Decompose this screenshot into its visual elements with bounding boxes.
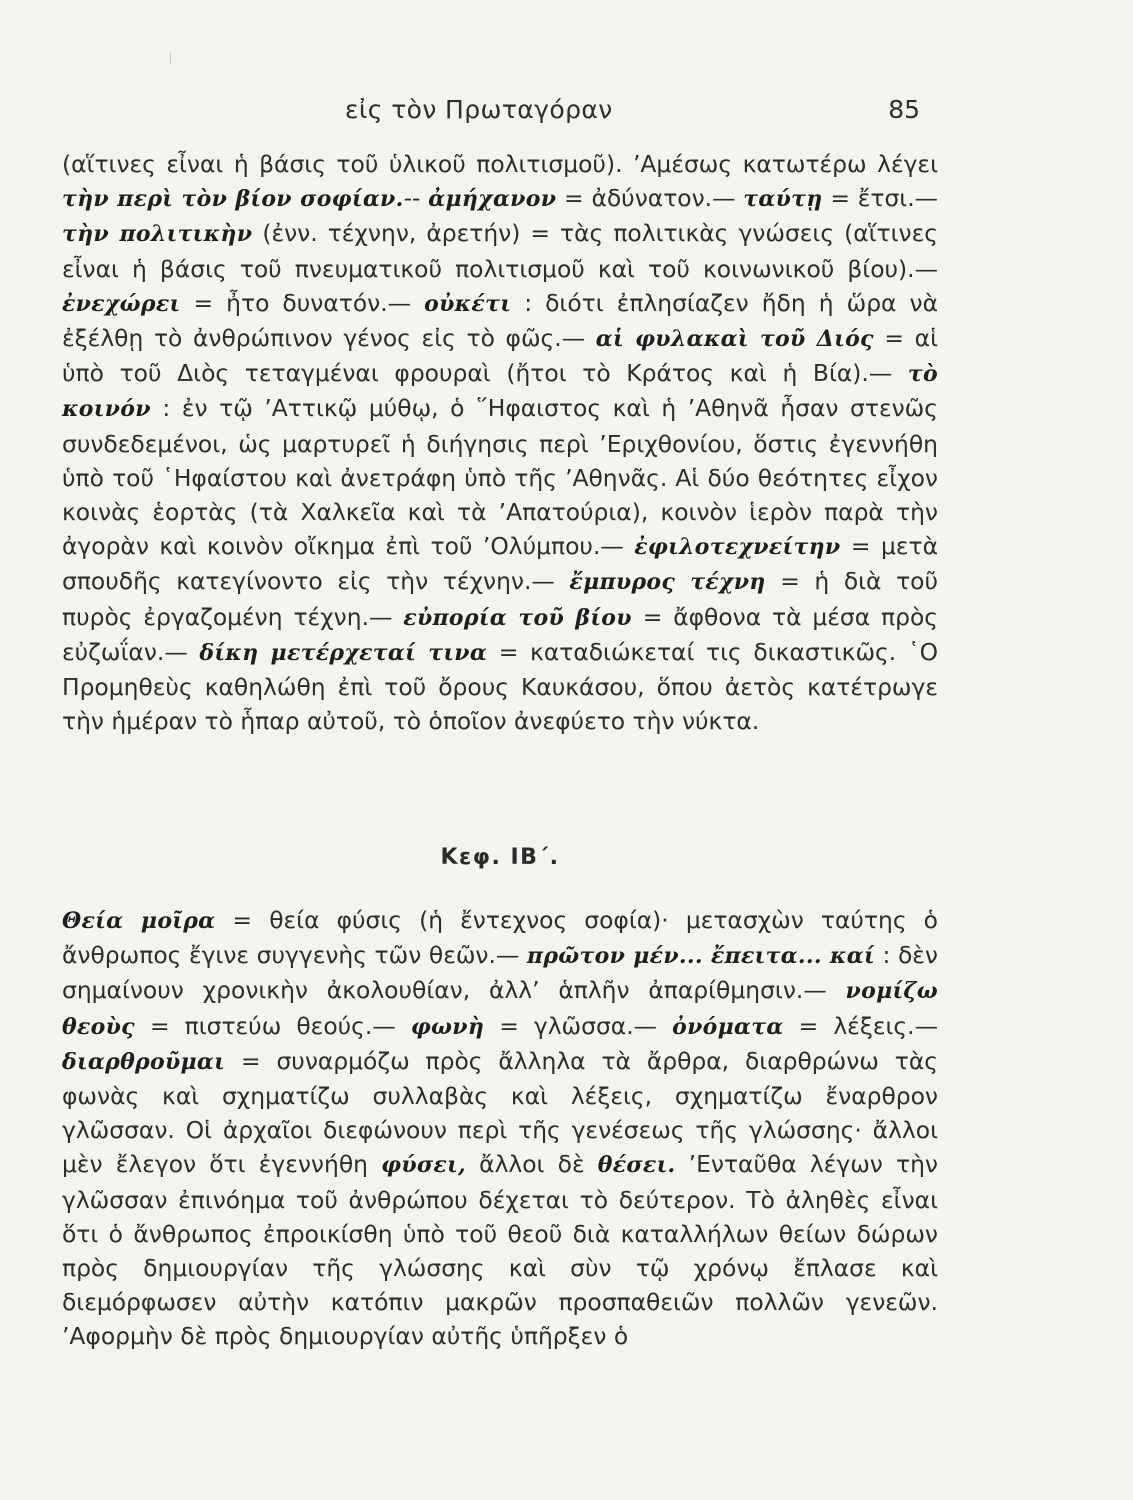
- page-number: 85: [888, 95, 920, 124]
- lemma-term: Θεία μοῖρα: [62, 908, 216, 934]
- lemma-term: ἐφιλοτεχνείτην: [634, 534, 841, 561]
- gloss-text: = συναρμόζω πρὸς ἄλληλα τὰ ἄρθρα, διαρθρώνω τὰς φωνὰς καὶ σχηματίζω συλλαβὰς καὶ λέξεις, σχηματίζω ἔναρθρον γλῶσσαν. Οἱ ἀρχαῖοι διεφώνουν περὶ τῆς γενέσεως τῆς γλώσσης· ἄλλοι μὲν ἔλεγον ὅτι ἐγεννήθη: [62, 1046, 938, 1179]
- lemma-term: ἔμπυρος τέχνη: [569, 569, 766, 596]
- lemma-term: οὐκέτι: [424, 290, 512, 317]
- lemma-term: τὴν πολιτικὴν: [62, 221, 253, 248]
- gloss-text: : ἐν τῷ ’Αττικῷ μύθῳ, ὁ ῞Ηφαιστος καὶ ἡ ’Αθηνᾶ ἦσαν στενῶς συνδεδεμένοι, ὡς μαρτυρεῖ ἡ διήγησις περὶ ’Εριχθονίου, ὅστις ἐγεννήθη ὑπὸ τοῦ ῾Ηφαίστου καὶ ἀνετράφη ὑπὸ τῆς ’Αθηνᾶς. Αἱ δύο θεότητες εἶχον κοινὰς ἑορτὰς (τὰ Χαλκεῖα καὶ τὰ ’Απατούρια), κοινὸν ἱερὸν παρὰ τὴν ἀγορὰν καὶ κοινὸν οἴκημα ἐπὶ τοῦ ’Ολύμπου.—: [62, 394, 938, 561]
- gloss-text: = ἀδύνατον.—: [556, 184, 744, 213]
- gloss-text: = λέξεις.—: [783, 1011, 938, 1040]
- lemma-term: τὸ κοινόν: [62, 361, 938, 423]
- commentary-paragraph-2: [62, 903, 938, 1354]
- gloss-text: = ἡ διὰ τοῦ πυρὸς ἐργαζομένη τέχνη.—: [62, 567, 939, 631]
- scan-speck: [170, 52, 171, 64]
- gloss-text: --: [403, 184, 429, 213]
- gloss-text: = ἔτσι.—: [822, 184, 939, 213]
- gloss-text: (αἵτινες εἶναι ἡ βάσις τοῦ ὑλικοῦ πολιτισμοῦ). ’Αμέσως κατωτέρω λέγει: [62, 150, 938, 178]
- lemma-term: νομίζω θεοὺς: [62, 978, 938, 1040]
- gloss-text: = θεία φύσις (ἡ ἔντεχνος σοφία)· μετασχὼν ταύτης ὁ ἄνθρωπος ἔγινε συγγενὴς τῶν θεῶν.—: [62, 906, 938, 970]
- gloss-text: = γλῶσσα.—: [484, 1011, 673, 1040]
- lemma-term: δίκη μετέρχεταί τινα: [199, 639, 488, 666]
- gloss-text: ’Ενταῦθα λέγων τὴν γλῶσσαν ἐπινόημα τοῦ ἀνθρώπου δέχεται τὸ δεύτερον. Τὸ ἀληθὲς εἶναι ὅτι ὁ ἄνθρωπος ἐπροικίσθη ὑπὸ τοῦ θεοῦ διὰ καταλλήλων θείων δώρων πρὸς δημιουργίαν τῆς γλώσσης καὶ σὺν τῷ χρόνῳ ἔπλασε καὶ διεμόρφωσεν αὐτὴν κατόπιν μακρῶν προσπαθειῶν πολλῶν γενεῶν. ’Αφορμὴν δὲ πρὸς δημιουργίαν αὐτῆς ὑπῆρξεν ὁ: [62, 1150, 938, 1351]
- gloss-text: : δὲν σημαίνουν χρονικὴν ἀκολουθίαν, ἀλλ’ ἁπλῆν ἀπαρίθμησιν.—: [62, 941, 938, 1005]
- lemma-term: διαρθροῦμαι: [62, 1048, 226, 1075]
- lemma-term: ταύτῃ: [743, 186, 823, 213]
- gloss-text: = μετὰ σπουδῆς κατεγίνοντο εἰς τὴν τέχνην.—: [62, 532, 938, 596]
- lemma-term: εὐπορία τοῦ βίου: [403, 604, 632, 631]
- gloss-text: = ἦτο δυνατόν.—: [180, 288, 425, 317]
- lemma-term: τὴν περὶ τὸν βίον σοφίαν.: [62, 186, 404, 213]
- gloss-text: = αἱ ὑπὸ τοῦ Διὸς τεταγμέναι φρουραὶ (ἤτοι τὸ Κράτος καὶ ἡ Βία).—: [62, 324, 938, 388]
- gloss-text: = πιστεύω θεούς.—: [134, 1011, 411, 1040]
- lemma-term: φύσει,: [381, 1152, 466, 1179]
- commentary-block-1: [62, 147, 938, 738]
- lemma-term: αἱ φυλακαὶ τοῦ Διός: [595, 326, 874, 353]
- lemma-term: πρῶτον μέν... ἔπειτα... καί: [526, 943, 875, 970]
- chapter-heading: Κεφ. ΙΒ΄.: [440, 845, 560, 870]
- lemma-term: ἐνεχώρει: [62, 290, 181, 317]
- gloss-text: = ἄφθονα τὰ μέσα πρὸς εὐζωΐαν.—: [62, 602, 938, 666]
- gloss-text: = καταδιώκεταί τις δικαστικῶς. ῾Ο Προμηθεὺς καθηλώθη ἐπὶ τοῦ ὄρους Καυκάσου, ὅπου ἀετὸς κατέτρωγε τὴν ἡμέραν τὸ ἧπαρ αὐτοῦ, τὸ ὁποῖον ἀνεφύετο τὴν νύκτα.: [62, 637, 938, 736]
- lemma-term: φωνὴ: [410, 1013, 485, 1040]
- gloss-text: : διότι ἐπλησίαζεν ἤδη ἡ ὥρα νὰ ἐξέλθῃ τὸ ἀνθρώπινον γένος εἰς τὸ φῶς.—: [62, 288, 938, 353]
- lemma-term: ὀνόματα: [672, 1013, 784, 1040]
- commentary-paragraph-1: [62, 147, 938, 738]
- page-header: [60, 95, 920, 135]
- gloss-text: ἄλλοι δὲ: [465, 1150, 598, 1179]
- gloss-text: (ἐνν. τέχνην, ἀρετήν) = τὰς πολιτικὰς γνώσεις (αἵτινες εἶναι ἡ βάσις τοῦ πνευματικοῦ πολιτισμοῦ καὶ τοῦ κοινωνικοῦ βίου).—: [62, 219, 938, 283]
- running-title: εἰς τὸν Πρωταγόραν: [345, 95, 613, 124]
- lemma-term: ἀμήχανον: [428, 186, 557, 213]
- commentary-block-2: [62, 903, 938, 1354]
- lemma-term: θέσει.: [597, 1152, 676, 1179]
